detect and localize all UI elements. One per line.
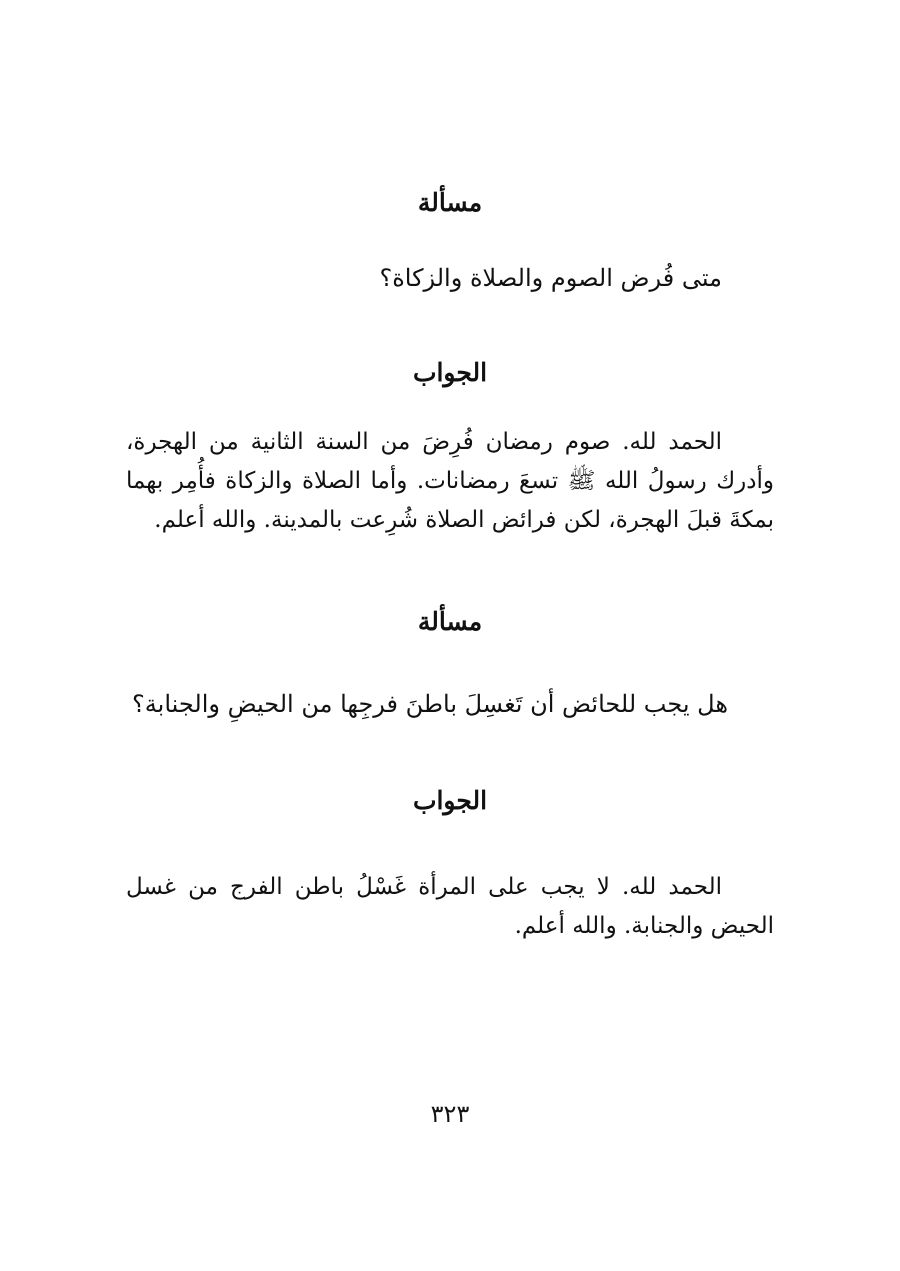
answer-text-2: الحمد لله. لا يجب على المرأة غَسْلُ باطن الفرج من غسل الحيض والجنابة. والله أعلم.	[126, 874, 774, 939]
question-text-2: هل يجب للحائض أن تَغسِلَ باطنَ فرجِها من الحيضِ والجنابة؟	[132, 690, 728, 718]
question-heading-1: مسألة	[417, 188, 483, 217]
answer-text-1: الحمد لله. صوم رمضان فُرِضَ من السنة الثانية من الهجرة، وأدرك رسولُ الله ﷺ تسعَ رمضانات. وأما الصلاة والزكاة فأُمِر بهما بمكةَ قبلَ الهجرة، لكن فرائض الصلاة شُرِعت بالمدينة. والله أعلم.	[126, 429, 775, 533]
page-number: ٣٢٣	[430, 1100, 470, 1128]
answer-heading-2: الجواب	[412, 786, 488, 815]
question-heading-2: مسألة	[417, 607, 483, 636]
answer-heading-1: الجواب	[412, 358, 488, 387]
question-text-1: متى فُرض الصوم والصلاة والزكاة؟	[379, 264, 722, 292]
